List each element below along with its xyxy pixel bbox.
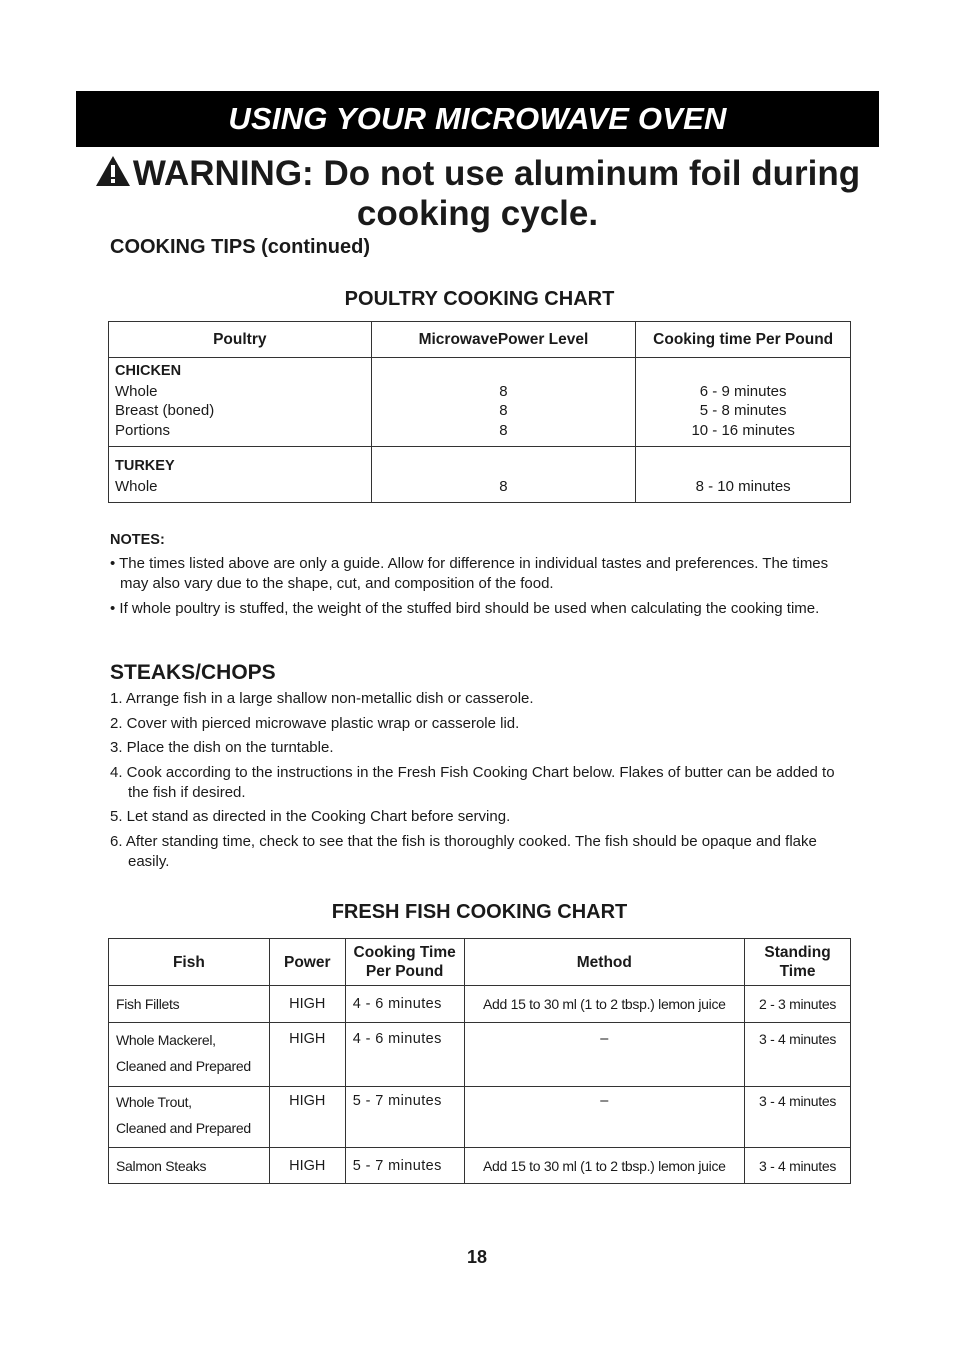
time-value: 5 - 8 minutes	[699, 402, 787, 419]
fish-name: Whole Trout,	[116, 1094, 192, 1110]
note-item: • If whole poultry is stuffed, the weight of the stuffed bird should be used when calculating the cooking time.	[110, 600, 820, 617]
time-cell	[636, 447, 851, 503]
step-item: 6. After standing time, check to see that the fish is thoroughly cooked. The fish should be opaque and flake easily.	[110, 832, 817, 870]
standing-cell: 3 - 4 minutes	[745, 1087, 851, 1148]
power-value: 8	[499, 421, 508, 439]
time-cell	[636, 358, 851, 447]
time-value: 10 - 16 minutes	[691, 421, 795, 439]
time-cell: 4 - 6 minutes	[345, 1023, 464, 1087]
standing-cell: 3 - 4 minutes	[745, 1023, 851, 1087]
section-title: COOKING TIPS (continued)	[110, 236, 370, 258]
fish-cell	[109, 1087, 270, 1148]
time-cell: 5 - 7 minutes	[345, 1148, 464, 1184]
power-cell: HIGH	[269, 1087, 345, 1148]
column-header: MicrowavePower Level	[371, 322, 636, 358]
header-line: Standing	[764, 944, 831, 961]
column-header	[345, 939, 464, 986]
column-header: Method	[464, 939, 744, 986]
note-item: • The times listed above are only a guide. Allow for difference in individual tastes and preferences. The times may also vary due to the shape, cut, and composition of the food.	[110, 555, 829, 592]
fish-chart-title: FRESH FISH COOKING CHART	[331, 901, 628, 923]
poultry-item: Whole	[115, 477, 158, 495]
steaks-title: STEAKS/CHOPS	[110, 661, 276, 684]
header-line: Per Pound	[365, 963, 444, 980]
fish-cell: Fish Fillets	[109, 986, 270, 1023]
table-row	[109, 1087, 851, 1148]
table-row	[109, 1148, 851, 1184]
fish-cooking-table	[108, 938, 851, 1184]
power-value: 8	[499, 402, 508, 419]
time-value: 6 - 9 minutes	[699, 382, 787, 400]
poultry-item: Portions	[115, 421, 171, 439]
standing-cell: 3 - 4 minutes	[745, 1148, 851, 1184]
group-name: CHICKEN	[115, 363, 182, 379]
fish-name: Whole Mackerel,	[116, 1032, 216, 1048]
time-value: 8 - 10 minutes	[695, 477, 791, 495]
banner-title: USING YOUR MICROWAVE OVEN	[228, 101, 727, 136]
method-cell: Add 15 to 30 ml (1 to 2 tbsp.) lemon juice	[464, 986, 744, 1023]
time-cell: 5 - 7 minutes	[345, 1087, 464, 1148]
power-cell	[371, 447, 636, 503]
table-header-row	[109, 939, 851, 986]
table-row	[109, 1023, 851, 1087]
column-header: Power	[269, 939, 345, 986]
poultry-item: Whole	[115, 382, 158, 400]
power-value: 8	[499, 382, 508, 400]
power-value: 8	[499, 477, 508, 495]
power-cell: HIGH	[269, 1148, 345, 1184]
step-item: 3. Place the dish on the turntable.	[110, 739, 334, 756]
method-cell: –	[464, 1087, 744, 1148]
fish-cell	[109, 1023, 270, 1087]
page-number: 18	[466, 1247, 488, 1267]
table-header-row	[109, 322, 851, 358]
fish-cell: Salmon Steaks	[109, 1148, 270, 1184]
power-cell: HIGH	[269, 1023, 345, 1087]
power-cell: HIGH	[269, 986, 345, 1023]
notes-heading: NOTES:	[110, 532, 165, 548]
warning-heading	[76, 154, 879, 234]
column-header: Poultry	[109, 322, 372, 358]
step-item: 1. Arrange fish in a large shallow non-metallic dish or casserole.	[110, 690, 534, 707]
poultry-cell	[109, 358, 372, 447]
page-banner	[76, 91, 879, 147]
fish-prep: Cleaned and Prepared	[116, 1120, 251, 1136]
step-item: 4. Cook according to the instructions in the Fresh Fish Cooking Chart below. Flakes of butter can be added to the fish if desired.	[110, 763, 835, 801]
standing-cell: 2 - 3 minutes	[745, 986, 851, 1023]
column-header: Cooking time Per Pound	[636, 322, 851, 358]
poultry-cooking-table	[108, 321, 851, 503]
table-row	[109, 986, 851, 1023]
power-cell	[371, 358, 636, 447]
table-row	[109, 358, 851, 447]
header-line: Time	[779, 963, 816, 980]
fish-prep: Cleaned and Prepared	[116, 1058, 251, 1074]
warning-triangle-icon	[95, 155, 131, 187]
step-item: 2. Cover with pierced microwave plastic wrap or casserole lid.	[110, 714, 520, 732]
steaks-steps	[110, 689, 850, 876]
poultry-chart-title: POULTRY COOKING CHART	[344, 288, 615, 310]
poultry-cell	[109, 447, 372, 503]
method-cell: –	[464, 1023, 744, 1087]
step-item: 5. Let stand as directed in the Cooking Chart before serving.	[110, 808, 511, 825]
column-header: Fish	[109, 939, 270, 986]
group-name: TURKEY	[115, 458, 175, 474]
table-row	[109, 447, 851, 503]
header-line: Cooking Time	[353, 944, 456, 961]
time-cell: 4 - 6 minutes	[345, 986, 464, 1023]
notes-section	[110, 530, 850, 624]
warning-line-2: cooking cycle.	[356, 194, 599, 233]
poultry-item: Breast (boned)	[115, 402, 215, 419]
column-header	[745, 939, 851, 986]
warning-line-1: WARNING: Do not use aluminum foil during	[132, 154, 861, 193]
method-cell: Add 15 to 30 ml (1 to 2 tbsp.) lemon juice	[464, 1148, 744, 1184]
